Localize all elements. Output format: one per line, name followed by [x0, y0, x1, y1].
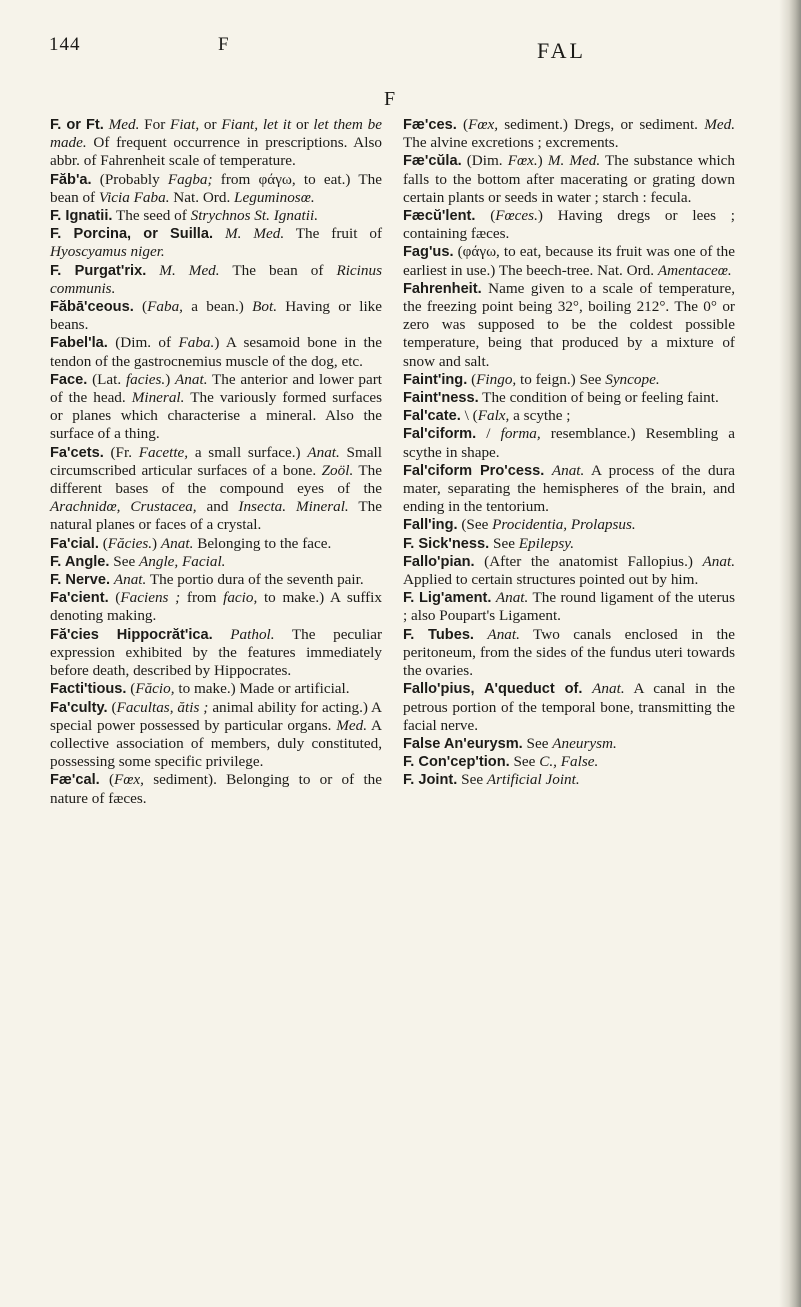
entry-italic-text: Fiat, — [170, 116, 200, 133]
entry-headword: F. Ignatii. — [50, 208, 113, 225]
section-letter: F — [384, 88, 396, 110]
entry-italic-text: Anat. — [702, 552, 735, 570]
entry-text: a bean.) — [182, 298, 253, 316]
entry-italic-text: Zoöl. — [321, 461, 354, 479]
entry-headword: F. Nerve. — [50, 572, 111, 589]
entry-headword: Fallo'pius, A'queduct of. — [403, 681, 583, 698]
entry-headword: Fa'culty. — [50, 699, 108, 716]
entry-text: from — [180, 589, 224, 607]
dictionary-entry — [403, 207, 735, 243]
left-column — [50, 116, 382, 808]
dictionary-entry — [50, 207, 382, 225]
entry-text: ( — [98, 534, 108, 552]
entry-text: ( — [475, 207, 496, 225]
entry-italic-text: Anat. — [175, 370, 208, 388]
entry-headword: Fall'ing. — [403, 517, 458, 534]
entry-text: or — [291, 116, 314, 133]
entry-headword: F. Con'cep'tion. — [403, 754, 510, 771]
entry-italic-text: Ricinus communis. — [50, 261, 382, 297]
entry-text — [146, 262, 159, 279]
entry-headword: Fæcŭ'lent. — [403, 208, 476, 225]
dictionary-entry — [403, 152, 735, 207]
entry-headword: Fag'us. — [403, 244, 454, 261]
entry-text: ) — [537, 152, 548, 170]
page-edge-shadow — [779, 0, 801, 1307]
entry-headword: Fæ'ces. — [403, 117, 457, 133]
dictionary-entry — [403, 371, 735, 389]
entry-text: animal ability for acting.) A special power possessed by particular organs. — [50, 698, 382, 734]
entry-text: The round ligament of the uterus ; also Poupart's Ligament. — [403, 589, 736, 625]
entry-text: The peculiar expression exhibited by the features immediately before death, described by Hippocrates. — [50, 625, 383, 680]
entry-italic-text: Faba, — [147, 298, 183, 316]
entry-headword: Fa'cient. — [50, 590, 109, 607]
entry-text: See — [509, 753, 540, 771]
entry-italic-text: Aneurysm. — [552, 734, 617, 752]
dictionary-entry — [403, 753, 735, 771]
entry-headword: F. Sick'ness. — [403, 535, 490, 552]
entry-text: (Fr. — [103, 443, 139, 461]
dictionary-entry — [50, 298, 382, 334]
entry-italic-text: Strychnos St. Ignatii. — [190, 207, 319, 225]
dictionary-entry — [50, 444, 382, 535]
entry-italic-text: Pathol. — [230, 625, 275, 643]
dictionary-entry — [403, 589, 735, 625]
entry-italic-text: Med. — [704, 116, 735, 133]
entry-text: and — [196, 498, 239, 516]
entry-italic-text: M. Med. — [547, 152, 601, 170]
entry-italic-text: Angle, Facial. — [139, 552, 226, 570]
entry-text: ) A sesamoid bone in the tendon of the gastrocnemius muscle of the dog, etc. — [50, 334, 382, 370]
entry-italic-text: forma, — [500, 425, 541, 443]
entry-text: The seed of — [112, 207, 191, 225]
entry-italic-text: Făcies. — [107, 534, 153, 552]
entry-italic-text: Fingo, — [476, 370, 517, 388]
entry-italic-text: Hyoscyamus niger. — [50, 243, 165, 261]
entry-italic-text: Vicia Faba. — [98, 188, 170, 206]
dictionary-entry — [403, 516, 735, 534]
entry-italic-text: Anat. — [113, 571, 147, 589]
entry-italic-text: Falx, — [477, 407, 510, 425]
entry-headword: Fal'ciform. — [403, 426, 477, 443]
entry-text: ) — [152, 534, 161, 552]
entry-text: The alvine excretions ; excrements. — [403, 134, 619, 152]
entry-text: (φάγω, to eat, because its fruit was one of the earliest in use.) The beech-tree. Nat. Ord. — [403, 243, 735, 279]
entry-text: (Lat. — [87, 370, 126, 388]
entry-text: The portio dura of the seventh pair. — [146, 571, 364, 589]
entry-text: The bean of — [219, 261, 337, 279]
dictionary-entry — [50, 553, 382, 571]
entry-text: to feign.) See — [516, 370, 606, 388]
entry-text: ( — [456, 116, 469, 133]
dictionary-entry — [50, 116, 382, 171]
entry-text: / — [476, 425, 501, 443]
entry-text: For — [139, 116, 171, 133]
dictionary-entry — [403, 771, 735, 789]
entry-italic-text: Arachnidœ, Crustacea, — [50, 498, 197, 516]
running-head-word: FAL — [537, 38, 586, 63]
entry-text: ) — [165, 370, 176, 388]
entry-italic-text: let them be made. — [50, 116, 382, 152]
entry-headword: Fa'cial. — [50, 535, 99, 552]
entry-headword: Fal'cate. — [403, 408, 461, 425]
dictionary-entry — [50, 371, 382, 444]
entry-italic-text: Med. — [336, 716, 368, 734]
dictionary-entry — [50, 771, 382, 807]
entry-text: Name given to a scale of temperature, the freezing point being 32°, boiling 212°. The 0° or zero was supposed to be the coldest possible temperature, being that produced by a mixture of snow and salt. — [403, 279, 735, 370]
entry-text: ( — [126, 680, 136, 698]
entry-text: ( — [108, 589, 121, 607]
dictionary-entry — [403, 735, 735, 753]
entry-text: See — [489, 534, 519, 552]
entry-headword: Fæ'cal. — [50, 772, 100, 789]
entry-italic-text: Anat. — [160, 534, 194, 552]
entry-text: to make.) A suffix denoting making. — [50, 589, 382, 625]
entry-italic-text: Epilepsy. — [518, 534, 575, 552]
entry-headword: Fa'cets. — [50, 444, 104, 461]
dictionary-entry — [50, 225, 382, 261]
entry-text: \ ( — [460, 407, 478, 425]
entry-headword: Fallo'pian. — [403, 553, 475, 570]
entry-headword: F. Lig'ament. — [403, 590, 492, 607]
entry-headword: Fæ'cŭla. — [403, 153, 462, 170]
entry-italic-text: Procidentia, Prolapsus. — [492, 516, 636, 534]
dictionary-entry — [50, 334, 382, 370]
entry-text: (See — [457, 516, 493, 534]
dictionary-entry — [50, 571, 382, 589]
dictionary-entry — [403, 407, 735, 425]
dictionary-entry — [403, 680, 735, 735]
entry-italic-text: Fœces. — [495, 207, 538, 225]
entry-italic-text: Anat. — [487, 625, 520, 643]
entry-italic-text: Anat. — [495, 589, 529, 607]
entry-italic-text: Fœx, — [468, 116, 499, 133]
entry-italic-text: Fiant, let it — [221, 116, 292, 133]
entry-headword: Faint'ing. — [403, 371, 468, 388]
entry-italic-text: facio, — [223, 589, 258, 607]
entry-headword: F. Porcina, or Suilla. — [50, 226, 214, 243]
right-column — [403, 116, 735, 790]
entry-text: See — [109, 552, 139, 570]
dictionary-entry — [403, 425, 735, 461]
entry-italic-text: Fœx, — [114, 771, 144, 789]
entry-text: The anterior and lower part of the head. — [50, 370, 382, 407]
entry-text: ( — [467, 370, 477, 388]
entry-italic-text: Făcio, — [135, 680, 175, 698]
entry-text: The substance which falls to the bottom after macerating or grating down certain plants or seeds in water ; starch : fecula. — [403, 152, 735, 206]
entry-text: resemblance.) Resembling a scythe in shape. — [403, 425, 735, 461]
entry-headword: Faint'ness. — [403, 390, 479, 407]
entry-text: a small surface.) — [188, 443, 308, 461]
entry-text: to make.) Made or artificial. — [174, 680, 350, 698]
entry-text: Applied to certain structures pointed out by him. — [403, 571, 699, 589]
entry-headword: F. Purgat'rix. — [50, 262, 147, 279]
entry-text: A process of the dura mater, separating the hemispheres of the brain, and ending in the tentorium. — [403, 461, 736, 516]
entry-italic-text: Med. — [108, 116, 140, 133]
entry-headword: False An'eurysm. — [403, 735, 523, 752]
entry-text: Small circumscribed articular surfaces of a bone. — [50, 443, 382, 479]
dictionary-entry — [403, 243, 735, 279]
entry-headword: Făbā'ceous. — [50, 299, 134, 316]
entry-headword: Făb'a. — [50, 171, 92, 188]
entry-italic-text: Mineral. — [131, 389, 185, 407]
entry-headword: Fabel'la. — [50, 335, 108, 352]
entry-italic-text: M. Med. — [224, 225, 285, 243]
entry-text: The natural planes or faces of a crystal. — [50, 498, 382, 534]
entry-text — [213, 626, 231, 643]
entry-text: (After the anatomist Fallopius.) — [474, 552, 703, 570]
dictionary-entry — [403, 462, 735, 517]
entry-text — [213, 225, 225, 242]
entry-text — [544, 462, 552, 479]
entry-headword: F. Tubes. — [403, 626, 474, 643]
entry-italic-text: Bot. — [252, 298, 278, 316]
entry-italic-text: Anat. — [307, 443, 340, 461]
dictionary-entry — [50, 680, 382, 698]
entry-italic-text: C., False. — [539, 753, 599, 771]
entry-italic-text: Amentaceœ. — [657, 261, 732, 279]
page-number: 144 — [49, 34, 81, 55]
dictionary-entry — [403, 389, 735, 407]
entry-italic-text: Faciens ; — [120, 589, 181, 607]
entry-headword: F. Angle. — [50, 553, 110, 570]
entry-text: A canal in the petrous portion of the temporal bone, transmitting the facial nerve. — [403, 680, 735, 734]
entry-text — [582, 680, 592, 697]
entry-text: Having or like beans. — [50, 298, 383, 334]
entry-italic-text: Syncope. — [605, 370, 660, 388]
entry-text: A collective association of members, duly constituted, possessing some specific privilege. — [50, 716, 382, 771]
entry-text: (Dim. — [461, 152, 508, 170]
entry-text: from φάγω, to eat.) The bean of — [50, 170, 382, 206]
running-head-letter: F — [218, 34, 230, 55]
dictionary-entry — [50, 699, 382, 772]
entry-text: a scythe ; — [509, 407, 571, 425]
dictionary-entry — [403, 535, 735, 553]
entry-text: Belonging to the face. — [193, 534, 332, 552]
entry-italic-text: Fœx. — [507, 152, 538, 170]
entry-headword: Face. — [50, 371, 88, 388]
entry-text: ( — [133, 298, 148, 316]
entry-headword: F. Joint. — [403, 772, 458, 789]
entry-text: (Dim. of — [107, 334, 179, 352]
entry-text: See — [522, 734, 553, 752]
entry-italic-text: Faba. — [178, 334, 215, 352]
entry-text: See — [457, 771, 487, 789]
entry-italic-text: Anat. — [592, 680, 625, 698]
entry-text: (Probably — [91, 170, 168, 188]
entry-text: The fruit of — [284, 225, 383, 243]
entry-italic-text: Insecta. Mineral. — [238, 498, 349, 516]
entry-italic-text: Facultas, ătis ; — [116, 698, 209, 716]
entry-text: The variously formed surfaces or planes which characterise a mineral. Also the surface of a thing. — [50, 389, 382, 443]
entry-text — [474, 626, 487, 643]
entry-italic-text: M. Med. — [159, 261, 220, 279]
entry-headword: F. or Ft. — [50, 117, 104, 133]
entry-text: Nat. Ord. — [169, 188, 235, 206]
entry-text: sediment.) Dregs, or sediment. — [498, 116, 705, 133]
entry-text: ) Having dregs or lees ; containing fæces. — [403, 207, 735, 243]
entry-text: The different bases of the compound eyes of the — [50, 461, 383, 498]
entry-text: Two canals enclosed in the peritoneum, from the sides of the fundus uteri towards the ovaries. — [403, 625, 736, 680]
entry-italic-text: Fagba; — [167, 170, 213, 188]
entry-text: ( — [107, 698, 117, 716]
entry-text: sediment). Belonging to or of the nature of fæces. — [50, 771, 382, 807]
entry-headword: Fal'ciform Pro'cess. — [403, 462, 545, 479]
dictionary-entry — [50, 535, 382, 553]
dictionary-entry — [50, 626, 382, 681]
entry-headword: Fahrenheit. — [403, 280, 482, 297]
entry-headword: Fă'cies Hippocrăt'ica. — [50, 626, 213, 643]
dictionary-entry — [50, 262, 382, 298]
entry-italic-text: Anat. — [551, 461, 585, 479]
dictionary-entry — [50, 171, 382, 207]
dictionary-entry — [403, 626, 735, 681]
entry-italic-text: Artificial Joint. — [486, 771, 580, 789]
dictionary-entry — [403, 116, 735, 152]
entry-italic-text: Facette, — [138, 443, 189, 461]
entry-italic-text: Leguminosœ. — [234, 188, 315, 206]
dictionary-entry — [403, 280, 735, 371]
entry-text: The condition of being or feeling faint. — [478, 389, 719, 407]
entry-text: Of frequent occurrence in prescriptions. Also abbr. of Fahrenheit scale of temperature. — [50, 134, 382, 170]
entry-text: ( — [99, 771, 114, 789]
entry-italic-text: facies. — [125, 370, 166, 388]
dictionary-entry — [403, 553, 735, 589]
entry-text: or — [199, 116, 222, 133]
dictionary-entry — [50, 589, 382, 625]
entry-headword: Facti'tious. — [50, 681, 127, 698]
